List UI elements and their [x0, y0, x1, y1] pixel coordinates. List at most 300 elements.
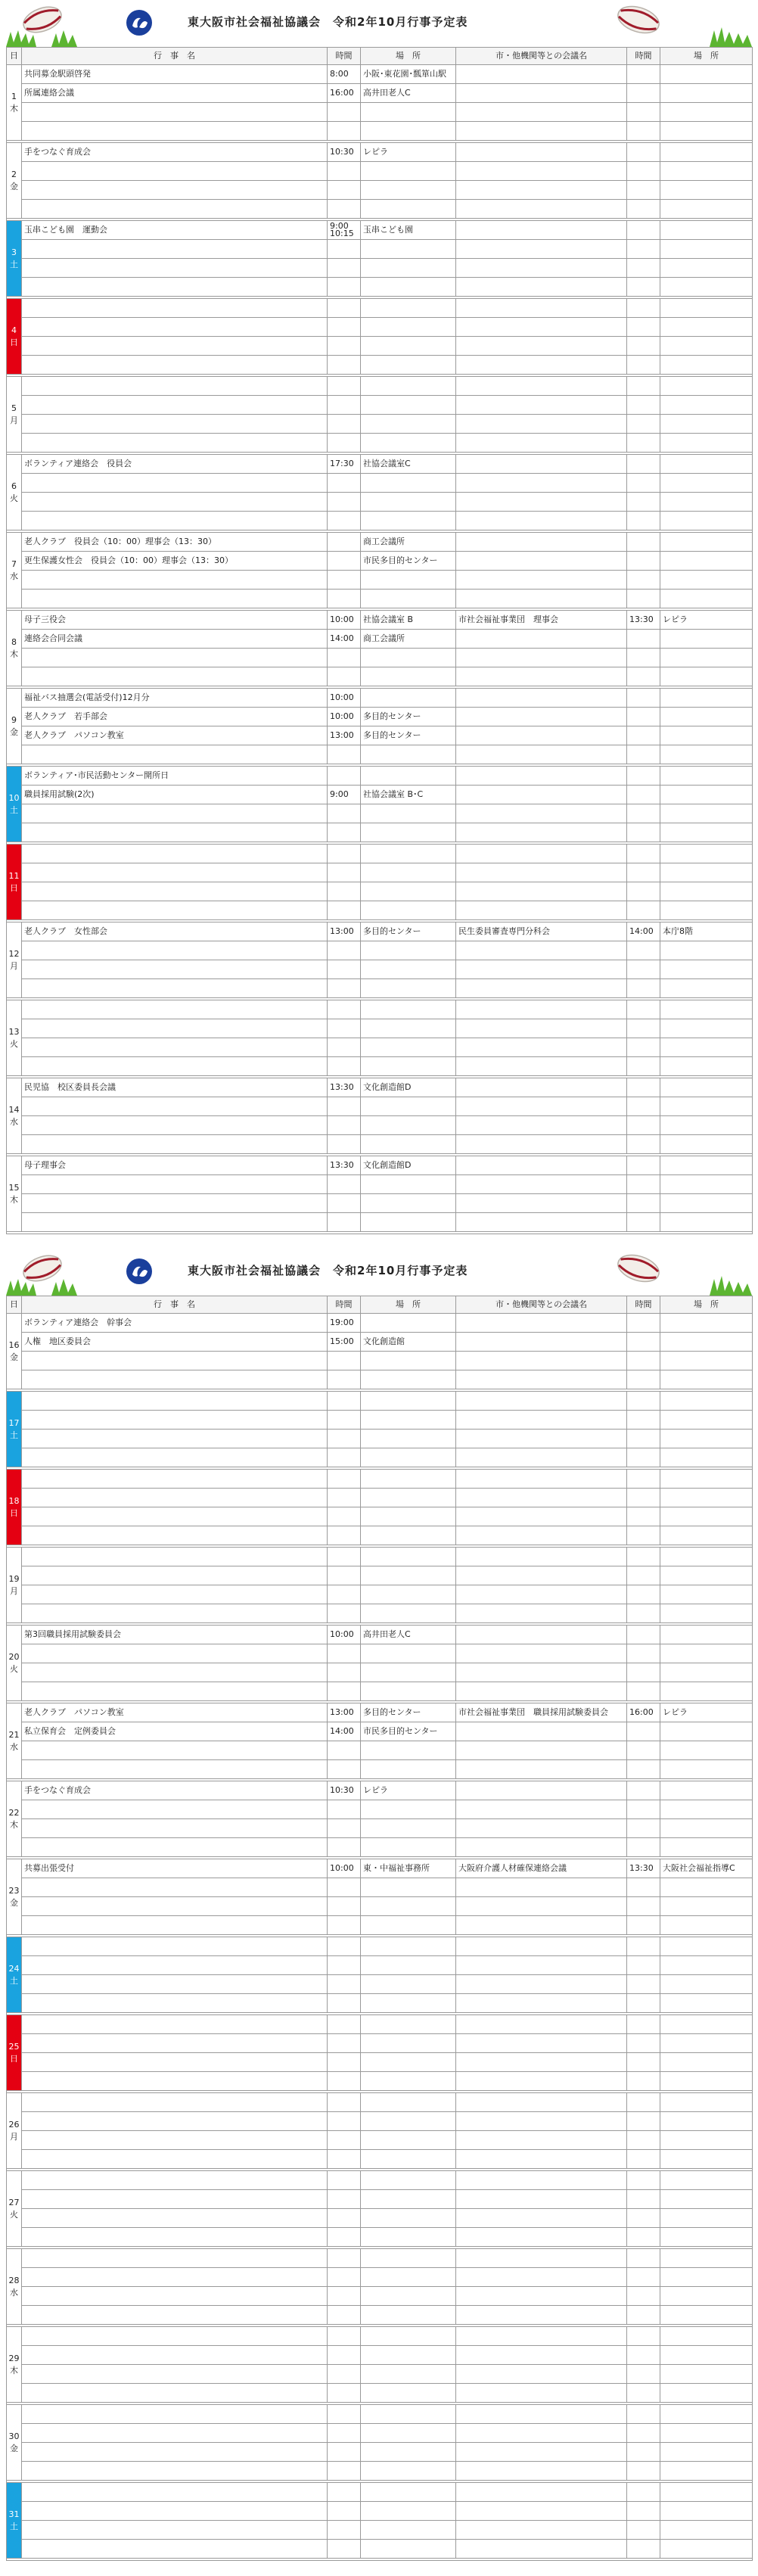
ext-event-cell — [456, 356, 627, 375]
table-row — [7, 1994, 753, 2013]
event-cell — [22, 590, 328, 608]
table-row — [7, 1760, 753, 1779]
time-cell — [328, 1975, 361, 1994]
day-number: 18 — [8, 1495, 20, 1506]
ext-place-cell — [660, 863, 753, 882]
ext-event-cell — [456, 1682, 627, 1701]
day-cell — [7, 1314, 22, 1389]
event-cell — [22, 434, 328, 453]
place-cell: 多目的センター — [361, 726, 456, 745]
time-cell — [328, 474, 361, 493]
ext-time-cell — [627, 1448, 660, 1467]
ext-event-cell — [456, 1352, 627, 1370]
ext-event-cell — [456, 1994, 627, 2013]
place-cell — [361, 2346, 456, 2365]
header-place: 場 所 — [361, 1296, 456, 1314]
day-number: 30 — [8, 2431, 20, 2441]
event-cell — [22, 2483, 328, 2502]
place-cell: 市民多目的センター — [361, 552, 456, 571]
place-cell — [361, 1019, 456, 1038]
table-row — [7, 667, 753, 686]
event-cell: 更生保護女性会 役員会（10：00）理事会（13：30） — [22, 552, 328, 571]
ext-place-cell — [660, 1370, 753, 1389]
time-cell — [328, 901, 361, 920]
table-row — [7, 1585, 753, 1604]
place-cell — [361, 103, 456, 122]
ext-event-cell — [456, 2306, 627, 2325]
place-cell — [361, 1175, 456, 1194]
time-cell — [328, 512, 361, 530]
table-row — [7, 882, 753, 901]
ext-place-cell — [660, 1566, 753, 1585]
table-row — [7, 2306, 753, 2325]
day-cell — [7, 299, 22, 375]
place-cell — [361, 2521, 456, 2540]
time-cell — [328, 1194, 361, 1213]
table-row — [7, 356, 753, 375]
place-cell — [361, 649, 456, 667]
ext-event-cell — [456, 1489, 627, 1507]
table-row — [7, 122, 753, 141]
place-cell: レピラ — [361, 1781, 456, 1800]
ext-event-cell — [456, 2131, 627, 2150]
event-cell — [22, 1644, 328, 1663]
ext-place-cell — [660, 2209, 753, 2228]
event-cell — [22, 2424, 328, 2443]
ext-event-cell — [456, 1175, 627, 1194]
table-row — [7, 2405, 753, 2424]
time-cell — [328, 2249, 361, 2268]
time-cell: 8:00 — [328, 65, 361, 84]
place-cell: 多目的センター — [361, 708, 456, 726]
table-row — [7, 2287, 753, 2306]
table-row — [7, 1682, 753, 1701]
ext-time-cell — [627, 200, 660, 219]
ext-event-cell — [456, 1819, 627, 1838]
ext-place-cell — [660, 2483, 753, 2502]
day-cell — [7, 845, 22, 920]
ext-place-cell — [660, 823, 753, 842]
ext-time-cell — [627, 823, 660, 842]
ext-event-cell — [456, 2053, 627, 2072]
table-row — [7, 1411, 753, 1430]
ext-place-cell — [660, 882, 753, 901]
day-cell — [7, 767, 22, 842]
ext-event-cell — [456, 2502, 627, 2521]
ext-event-cell — [456, 2112, 627, 2131]
place-cell — [361, 493, 456, 512]
ext-time-cell — [627, 1411, 660, 1430]
day-number: 16 — [8, 1339, 20, 1350]
event-cell: 第3回職員採用試験委員会 — [22, 1626, 328, 1644]
ext-event-cell — [456, 2072, 627, 2091]
place-cell — [361, 2249, 456, 2268]
ext-time-cell — [627, 2015, 660, 2034]
day-number: 5 — [11, 403, 17, 413]
ext-time-cell — [627, 979, 660, 998]
time-cell — [328, 590, 361, 608]
table-row — [7, 1741, 753, 1760]
event-cell — [22, 1682, 328, 1701]
place-cell — [361, 1878, 456, 1897]
time-cell — [328, 1585, 361, 1604]
time-cell — [328, 2443, 361, 2462]
ext-event-cell — [456, 882, 627, 901]
event-cell: 玉串こども園 運動会 — [22, 221, 328, 240]
ext-time-cell — [627, 2521, 660, 2540]
place-cell — [361, 1116, 456, 1135]
place-cell — [361, 200, 456, 219]
ext-event-cell — [456, 1097, 627, 1116]
ext-time-cell — [627, 396, 660, 415]
ext-event-cell — [456, 2483, 627, 2502]
ext-time-cell: 16:00 — [627, 1703, 660, 1722]
event-cell — [22, 1760, 328, 1779]
event-cell — [22, 2306, 328, 2325]
event-cell — [22, 1800, 328, 1819]
ext-time-cell — [627, 1916, 660, 1935]
time-cell — [328, 396, 361, 415]
ext-place-cell — [660, 533, 753, 552]
table-row — [7, 649, 753, 667]
place-cell — [361, 1566, 456, 1585]
time-cell — [328, 2015, 361, 2034]
table-row — [7, 2540, 753, 2559]
table-row — [7, 2190, 753, 2209]
ext-event-cell — [456, 590, 627, 608]
event-cell: 老人クラブ パソコン教室 — [22, 726, 328, 745]
table-row — [7, 1097, 753, 1116]
ext-event-cell — [456, 1116, 627, 1135]
time-cell: 15:00 — [328, 1333, 361, 1352]
time-cell — [328, 845, 361, 863]
time-cell — [328, 2093, 361, 2112]
day-cell — [7, 2483, 22, 2559]
header-event: 行 事 名 — [22, 1296, 328, 1314]
ext-event-cell — [456, 1411, 627, 1430]
place-cell — [361, 863, 456, 882]
time-cell: 10:00 — [328, 611, 361, 630]
event-cell — [22, 1994, 328, 2013]
table-row — [7, 162, 753, 181]
table-row — [7, 960, 753, 979]
ext-event-cell — [456, 1626, 627, 1644]
place-cell — [361, 2483, 456, 2502]
event-cell — [22, 1838, 328, 1857]
ext-time-cell — [627, 1781, 660, 1800]
day-weekday: 金 — [10, 181, 18, 191]
ext-event-cell — [456, 493, 627, 512]
ext-event-cell — [456, 1937, 627, 1956]
ext-time-cell — [627, 1000, 660, 1019]
place-cell — [361, 2327, 456, 2346]
time-cell — [328, 941, 361, 960]
ext-place-cell — [660, 1448, 753, 1467]
day-cell — [7, 1470, 22, 1545]
ext-time-cell — [627, 1194, 660, 1213]
time-cell — [328, 1097, 361, 1116]
ext-time-cell — [627, 1470, 660, 1489]
table-row — [7, 2462, 753, 2481]
ext-event-cell — [456, 941, 627, 960]
day-cell — [7, 2405, 22, 2481]
place-cell: 社協会議室C — [361, 455, 456, 474]
event-cell: 手をつなぐ育成会 — [22, 143, 328, 162]
schedule-table — [6, 1296, 753, 2561]
place-cell — [361, 2268, 456, 2287]
event-cell: 連絡会合同会議 — [22, 630, 328, 649]
place-cell — [361, 337, 456, 356]
ext-event-cell — [456, 745, 627, 764]
place-cell — [361, 1644, 456, 1663]
time-cell — [328, 2483, 361, 2502]
place-cell — [361, 2150, 456, 2169]
event-cell — [22, 1411, 328, 1430]
day-number: 4 — [11, 325, 17, 335]
ext-place-cell — [660, 455, 753, 474]
time-cell — [328, 2502, 361, 2521]
place-cell — [361, 1741, 456, 1760]
ext-place-cell — [660, 1604, 753, 1623]
ext-place-cell: レピラ — [660, 611, 753, 630]
table-row — [7, 1663, 753, 1682]
ext-place-cell — [660, 1994, 753, 2013]
table-row — [7, 2112, 753, 2131]
event-cell: 共募出張受付 — [22, 1859, 328, 1878]
place-cell — [361, 2443, 456, 2462]
table-row — [7, 2093, 753, 2112]
event-cell: ボランティア連絡会 役員会 — [22, 455, 328, 474]
place-cell: 市民多目的センター — [361, 1722, 456, 1741]
place-cell — [361, 1000, 456, 1019]
time-cell — [328, 2287, 361, 2306]
time-cell: 10:30 — [328, 1781, 361, 1800]
place-cell — [361, 1448, 456, 1467]
place-cell: 文化創造館 — [361, 1333, 456, 1352]
day-weekday: 日 — [10, 2053, 18, 2064]
ext-time-cell — [627, 2171, 660, 2190]
day-weekday: 日 — [10, 882, 18, 893]
time-cell: 13:00 — [328, 726, 361, 745]
ext-time-cell — [627, 181, 660, 200]
ext-place-cell — [660, 2093, 753, 2112]
event-cell — [22, 240, 328, 259]
time-cell — [328, 2424, 361, 2443]
event-cell — [22, 1937, 328, 1956]
time-cell — [328, 1994, 361, 2013]
event-cell — [22, 356, 328, 375]
day-cell — [7, 2249, 22, 2325]
event-cell — [22, 1175, 328, 1194]
ext-time-cell — [627, 804, 660, 823]
table-row — [7, 1703, 753, 1722]
time-cell — [328, 1507, 361, 1526]
time-cell — [328, 2131, 361, 2150]
place-cell — [361, 1489, 456, 1507]
time-cell: 13:00 — [328, 1703, 361, 1722]
place-cell — [361, 1097, 456, 1116]
day-cell — [7, 2093, 22, 2169]
time-cell: 10:30 — [328, 143, 361, 162]
time-cell — [328, 1937, 361, 1956]
event-cell — [22, 1916, 328, 1935]
place-cell: 文化創造館D — [361, 1156, 456, 1175]
ext-event-cell — [456, 1333, 627, 1352]
ext-event-cell — [456, 1430, 627, 1448]
ext-time-cell — [627, 1135, 660, 1154]
ext-event-cell — [456, 2521, 627, 2540]
ext-place-cell — [660, 1194, 753, 1213]
ext-time-cell — [627, 1682, 660, 1701]
ext-time-cell — [627, 84, 660, 103]
ext-event-cell — [456, 221, 627, 240]
ext-time-cell: 13:30 — [627, 1859, 660, 1878]
ext-place-cell — [660, 1057, 753, 1076]
ext-event-cell — [456, 726, 627, 745]
event-cell: 人権 地区委員会 — [22, 1333, 328, 1352]
ext-time-cell — [627, 1878, 660, 1897]
day-cell — [7, 2015, 22, 2091]
ext-event-cell — [456, 1156, 627, 1175]
time-cell — [328, 1604, 361, 1623]
ext-place-cell — [660, 1585, 753, 1604]
event-cell — [22, 103, 328, 122]
table-header-row — [7, 48, 753, 65]
day-weekday: 金 — [10, 2443, 18, 2453]
day-cell — [7, 922, 22, 998]
ext-event-cell — [456, 2424, 627, 2443]
day-weekday: 金 — [10, 1352, 18, 1362]
ext-time-cell — [627, 1722, 660, 1741]
ext-place-cell — [660, 103, 753, 122]
ext-event-cell — [456, 65, 627, 84]
table-row — [7, 2365, 753, 2384]
ext-time-cell — [627, 2093, 660, 2112]
table-row — [7, 1135, 753, 1154]
day-weekday: 水 — [10, 2287, 18, 2298]
ext-time-cell — [627, 882, 660, 901]
time-cell — [328, 2171, 361, 2190]
ext-place-cell — [660, 1800, 753, 1819]
ext-time-cell — [627, 767, 660, 786]
time-cell — [328, 1019, 361, 1038]
ext-time-cell — [627, 786, 660, 804]
place-cell — [361, 571, 456, 590]
event-cell — [22, 2462, 328, 2481]
event-cell: 母子理事会 — [22, 1156, 328, 1175]
rugby-ball-icon — [614, 1250, 662, 1286]
day-cell — [7, 1078, 22, 1154]
ext-time-cell — [627, 533, 660, 552]
table-row — [7, 1000, 753, 1019]
place-cell — [361, 941, 456, 960]
ext-event-cell — [456, 84, 627, 103]
ext-time-cell — [627, 1566, 660, 1585]
event-cell — [22, 960, 328, 979]
ext-event-cell — [456, 434, 627, 453]
time-cell — [328, 122, 361, 141]
rugby-ball-icon — [20, 1251, 64, 1286]
ext-event-cell — [456, 1448, 627, 1467]
table-row — [7, 1859, 753, 1878]
ext-place-cell — [660, 1760, 753, 1779]
table-row — [7, 221, 753, 240]
table-row — [7, 1370, 753, 1389]
day-weekday: 金 — [10, 726, 18, 737]
ext-event-cell — [456, 2249, 627, 2268]
time-cell — [328, 1566, 361, 1585]
ext-time-cell — [627, 1352, 660, 1370]
table-row — [7, 1448, 753, 1467]
time-cell — [328, 2053, 361, 2072]
table-row — [7, 240, 753, 259]
ext-place-cell — [660, 1333, 753, 1352]
ext-place-cell — [660, 2190, 753, 2209]
ext-place-cell: 大阪社会福祉指導C — [660, 1859, 753, 1878]
day-cell — [7, 455, 22, 530]
ext-place-cell — [660, 1352, 753, 1370]
event-cell — [22, 823, 328, 842]
time-cell — [328, 1038, 361, 1057]
place-cell — [361, 2287, 456, 2306]
table-row — [7, 1526, 753, 1545]
table-row — [7, 181, 753, 200]
ext-time-cell — [627, 2287, 660, 2306]
table-row — [7, 2502, 753, 2521]
ext-place-cell — [660, 1819, 753, 1838]
event-cell: 手をつなぐ育成会 — [22, 1781, 328, 1800]
ext-time-cell — [627, 2190, 660, 2209]
day-cell — [7, 689, 22, 764]
ext-event-cell — [456, 299, 627, 318]
header-ext-place: 場 所 — [660, 1296, 753, 1314]
ext-place-cell — [660, 181, 753, 200]
event-cell — [22, 1819, 328, 1838]
ext-place-cell: レピラ — [660, 1703, 753, 1722]
ext-event-cell — [456, 1760, 627, 1779]
ext-place-cell — [660, 1175, 753, 1194]
ext-event-cell — [456, 2171, 627, 2190]
ext-place-cell — [660, 745, 753, 764]
event-cell — [22, 2112, 328, 2131]
time-cell: 10:00 — [328, 1859, 361, 1878]
ext-place-cell — [660, 377, 753, 396]
place-cell: 玉串こども園 — [361, 221, 456, 240]
place-cell — [361, 2190, 456, 2209]
ext-event-cell: 市社会福祉事業団 理事会 — [456, 611, 627, 630]
place-cell — [361, 2306, 456, 2325]
ext-time-cell — [627, 667, 660, 686]
place-cell — [361, 2015, 456, 2034]
place-cell — [361, 1526, 456, 1545]
event-cell — [22, 299, 328, 318]
day-cell — [7, 1781, 22, 1857]
place-cell — [361, 590, 456, 608]
day-weekday: 月 — [10, 415, 18, 425]
time-cell — [328, 2209, 361, 2228]
day-cell — [7, 533, 22, 608]
ext-event-cell — [456, 200, 627, 219]
time-cell — [328, 2150, 361, 2169]
ext-place-cell — [660, 1000, 753, 1019]
place-cell — [361, 2112, 456, 2131]
ext-time-cell — [627, 1097, 660, 1116]
ext-event-cell — [456, 143, 627, 162]
ext-place-cell — [660, 356, 753, 375]
ext-time-cell — [627, 708, 660, 726]
place-cell — [361, 1604, 456, 1623]
ext-event-cell — [456, 689, 627, 708]
